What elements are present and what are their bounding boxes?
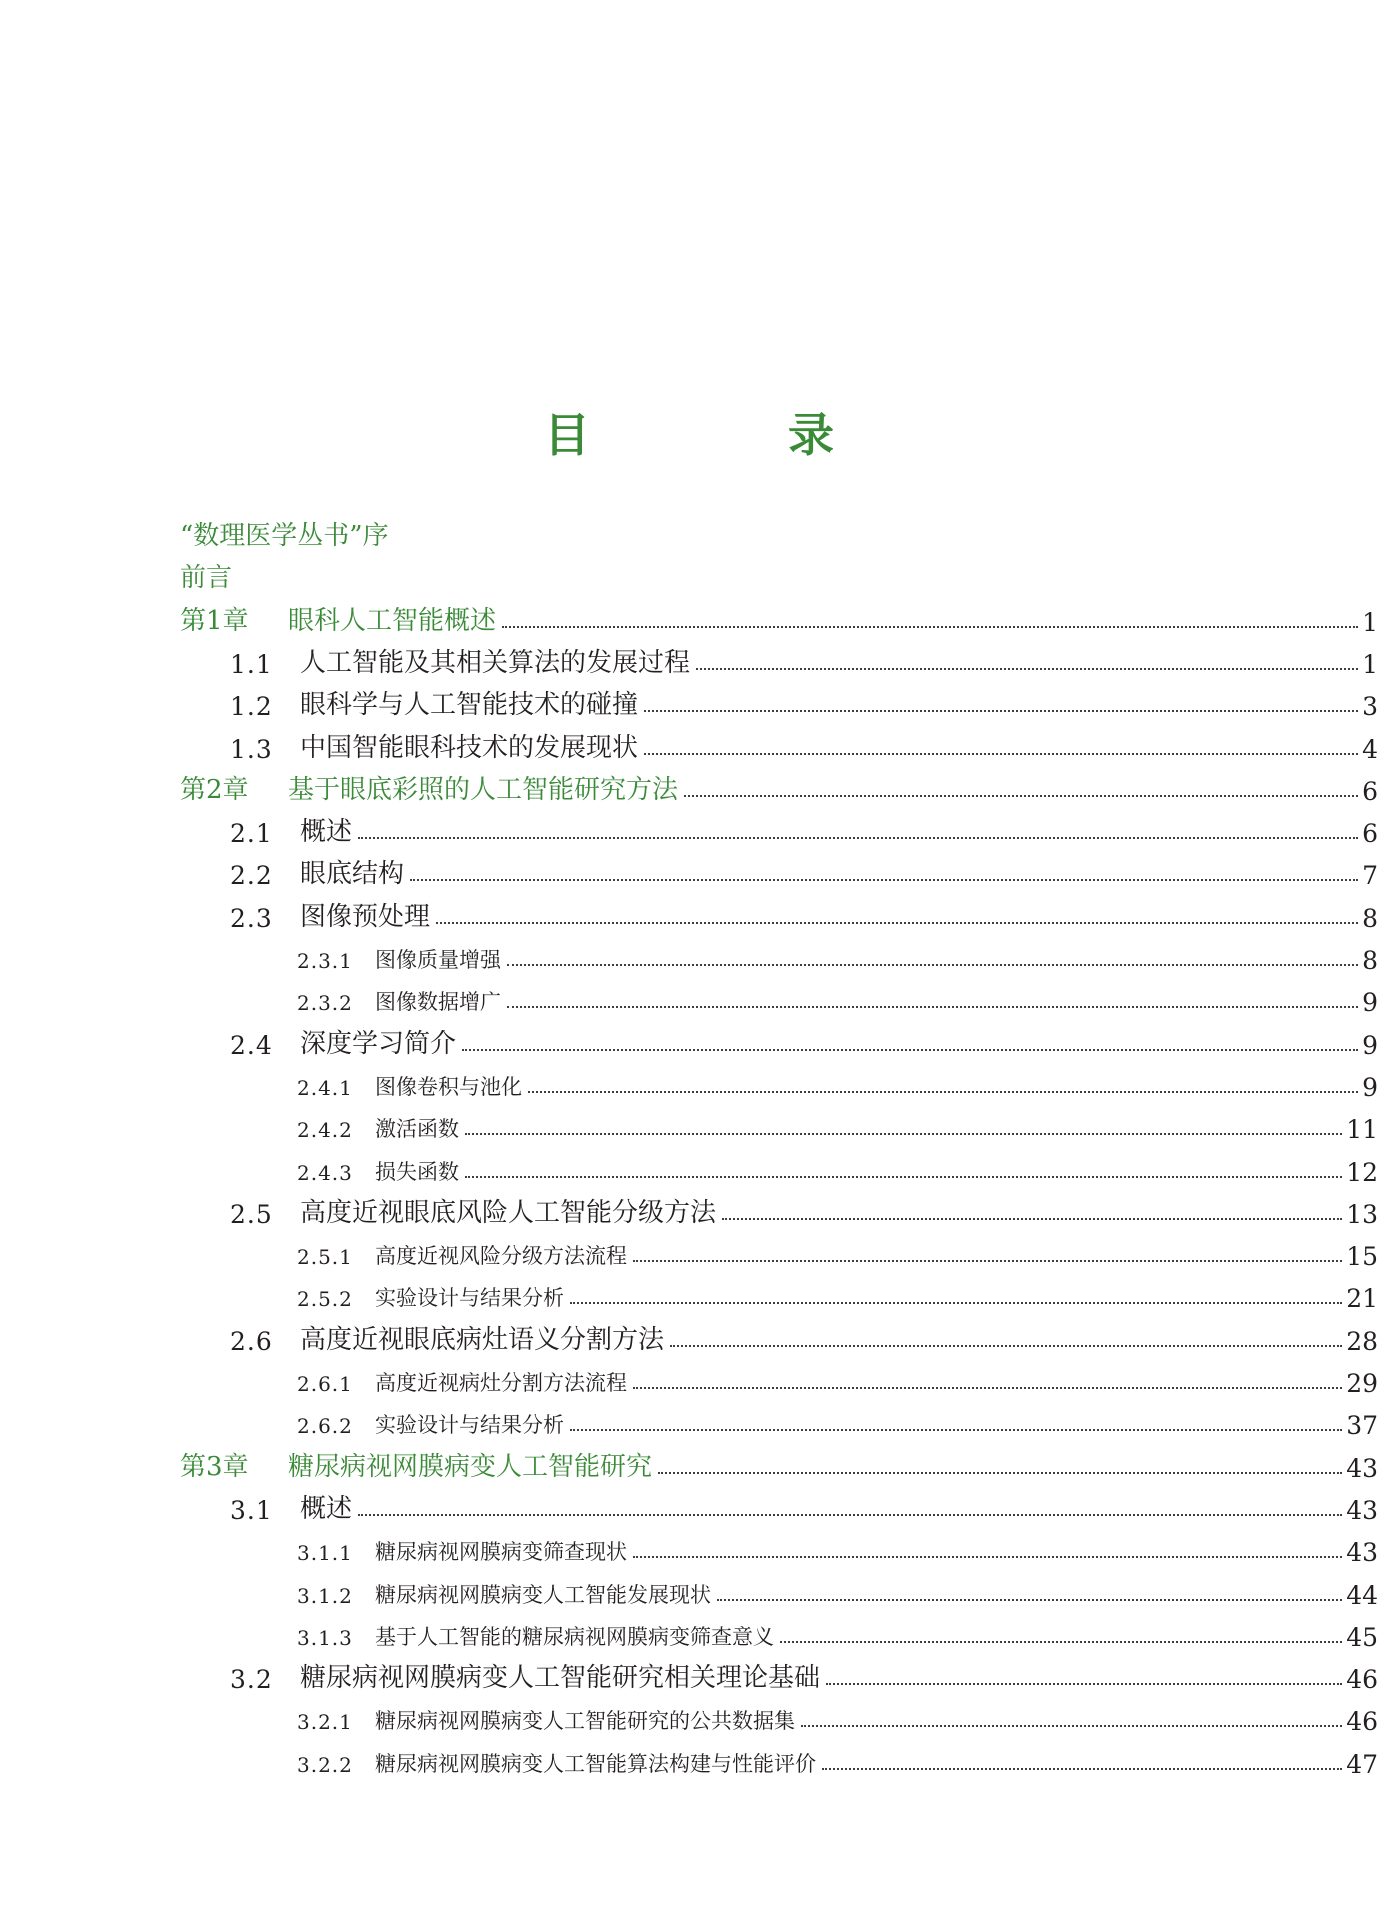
toc-page-number: 47 [1346,1749,1378,1779]
toc-page-number: 6 [1362,819,1378,849]
toc-label: 图像预处理 [300,901,431,932]
toc-label: 基于人工智能的糖尿病视网膜病变筛查意义 [375,1624,774,1649]
toc-label: “数理医学丛书”序 [180,521,389,551]
toc-section-item [0,722,1378,764]
toc-number: 2.4.2 [297,1118,353,1143]
toc-dot-leader [633,1556,1342,1558]
toc-row-content [0,1398,1378,1440]
toc-dot-leader [822,1768,1342,1770]
toc-number: 3.2.2 [297,1752,353,1777]
toc-dot-leader [358,1514,1342,1516]
toc-row-content [0,637,1378,679]
toc-dot-leader [507,964,1358,966]
toc-subsection-item [0,975,1378,1017]
toc-page-number: 37 [1346,1411,1378,1441]
toc-label: 图像数据增广 [375,990,501,1015]
toc-subsection-item [0,1060,1378,1102]
toc-section-item [0,1483,1378,1525]
toc-page-number: 3 [1362,692,1378,722]
toc-dot-leader [717,1599,1342,1601]
toc-section-item [0,1018,1378,1060]
toc-label: 糖尿病视网膜病变人工智能算法构建与性能评价 [375,1751,816,1776]
toc-page-number: 1 [1362,649,1378,679]
toc-number: 2.4 [230,1030,273,1060]
toc-row-content [0,722,1378,764]
toc-dot-leader [826,1683,1342,1685]
toc-number: 1.1 [230,649,273,679]
toc-dot-leader [465,1176,1342,1178]
toc-number: 3.2.1 [297,1710,353,1735]
toc-number: 2.5 [230,1199,273,1229]
toc-section-item [0,806,1378,848]
toc-subsection-item [0,1568,1378,1610]
toc-row-content [0,1187,1378,1229]
toc-number: 2.4.3 [297,1160,353,1185]
toc-dot-leader [780,1641,1342,1643]
toc-section-item [0,679,1378,721]
toc-dot-leader [462,1049,1358,1051]
toc-label: 高度近视病灶分割方法流程 [375,1371,627,1395]
page-title: 目 录 [544,408,910,462]
toc-section-item [0,637,1378,679]
toc-section-item [0,1187,1378,1229]
toc-number: 第3章 [180,1451,249,1482]
toc-label: 实验设计与结果分析 [375,1413,564,1438]
toc-page-number: 9 [1362,988,1378,1018]
toc-dot-leader [644,710,1358,712]
toc-subsection-item [0,1356,1378,1398]
toc-dot-leader [358,837,1358,839]
toc-row-content [0,891,1378,933]
toc-row-content [0,1314,1378,1356]
toc-label: 前言 [180,563,233,594]
toc-page-number: 9 [1362,1072,1378,1102]
toc-label: 中国智能眼科技术的发展现状 [300,732,639,763]
toc-label: 高度近视眼底病灶语义分割方法 [300,1324,665,1355]
toc-dot-leader [502,626,1358,628]
toc-subsection-item [0,1271,1378,1313]
toc-section-item [0,848,1378,890]
toc-number: 3.1 [230,1495,273,1525]
toc-row-content [0,1060,1378,1102]
toc-row-content [0,1145,1378,1187]
toc-dot-leader [570,1302,1342,1304]
toc-row-content [0,1271,1378,1313]
toc-number: 3.1.1 [297,1541,353,1566]
toc-row-content [0,1694,1378,1736]
toc-number: 2.5.2 [297,1287,353,1312]
toc-subsection-item [0,1525,1378,1567]
toc-page-number: 8 [1362,946,1378,975]
toc-label: 糖尿病视网膜病变人工智能研究的公共数据集 [375,1709,795,1734]
toc-dot-leader [658,1472,1342,1474]
toc-dot-leader [570,1429,1342,1431]
toc-subsection-item [0,1610,1378,1652]
toc-number: 2.1 [230,819,273,849]
toc-label: 概述 [300,817,353,848]
toc-dot-leader [410,879,1358,881]
toc-dot-leader [722,1218,1342,1220]
toc-subsection-item [0,1737,1378,1779]
toc-dot-leader [670,1345,1342,1347]
toc-label: 糖尿病视网膜病变人工智能研究 [288,1451,653,1482]
toc-row-content [0,1737,1378,1779]
toc-number: 第2章 [180,774,249,805]
toc-number: 1.3 [230,734,273,764]
toc-subsection-item [0,933,1378,975]
toc-row-content [0,975,1378,1017]
toc-dot-leader [684,795,1358,797]
toc-label: 糖尿病视网膜病变筛查现状 [375,1540,627,1565]
toc-label: 图像质量增强 [375,948,501,972]
toc-row-content [0,1652,1378,1694]
toc-page-number: 44 [1346,1580,1378,1610]
toc-number: 3.1.3 [297,1625,353,1650]
toc-number: 2.6.2 [297,1414,353,1439]
toc-subsection-item [0,1398,1378,1440]
toc-label: 激活函数 [375,1117,459,1142]
toc-dot-leader [507,1006,1358,1008]
toc-row-content [0,552,1378,594]
toc-page-number: 1 [1362,607,1378,637]
toc-row-content [0,1568,1378,1610]
toc-label: 眼科学与人工智能技术的碰撞 [300,690,639,721]
toc-page-number: 43 [1346,1495,1378,1525]
toc-page-number: 46 [1346,1707,1378,1737]
toc-number: 2.4.1 [297,1075,353,1100]
toc-row-content [0,848,1378,890]
toc-row-content [0,1441,1378,1483]
toc-dot-leader [801,1725,1342,1727]
toc-page-number: 13 [1346,1199,1378,1229]
toc-row-content [0,1483,1378,1525]
toc-row-content [0,1102,1378,1144]
toc-label: 图像卷积与池化 [375,1074,522,1099]
toc-row-content [0,1610,1378,1652]
toc-subsection-item [0,1102,1378,1144]
toc-page-number: 7 [1362,861,1378,891]
toc-dot-leader [644,753,1358,755]
toc-page-number: 43 [1346,1453,1378,1483]
toc-label: 基于眼底彩照的人工智能研究方法 [288,774,679,805]
toc-dot-leader [528,1091,1358,1093]
toc-number: 2.5.1 [297,1245,353,1270]
toc-section-item [0,891,1378,933]
toc-page-number: 9 [1362,1030,1378,1060]
toc-label: 实验设计与结果分析 [375,1286,564,1311]
toc-dot-leader [465,1133,1342,1135]
toc-number: 2.6 [230,1326,273,1356]
toc-label: 眼底结构 [300,859,405,890]
toc-dot-leader [436,922,1358,924]
toc-page-number: 6 [1362,776,1378,806]
toc-dot-leader [633,1260,1342,1262]
toc-label: 高度近视风险分级方法流程 [375,1244,627,1269]
toc-dot-leader [633,1387,1342,1389]
toc-chapter-item [0,595,1378,637]
toc-page-number: 45 [1346,1622,1378,1652]
toc-row-content [0,764,1378,806]
toc-front-matter-item [0,510,1378,552]
toc-number: 2.3.2 [297,991,353,1016]
toc-row-content [0,1525,1378,1567]
toc-label: 损失函数 [375,1159,459,1184]
toc-number: 1.2 [230,692,273,722]
toc-row-content [0,806,1378,848]
toc-row-content [0,679,1378,721]
toc-label: 概述 [300,1493,353,1524]
toc-front-matter-item [0,552,1378,594]
toc-page-number: 4 [1362,734,1378,764]
toc-label: 人工智能及其相关算法的发展过程 [300,647,691,678]
toc-page-number: 11 [1346,1115,1378,1145]
toc-page-number: 29 [1346,1369,1378,1398]
toc-chapter-item [0,764,1378,806]
toc-row-content [0,933,1378,975]
toc-row-content [0,1356,1378,1398]
toc-page-number: 28 [1346,1326,1378,1356]
toc-page-number: 21 [1346,1284,1378,1314]
toc-label: 眼科人工智能概述 [288,605,497,636]
toc-subsection-item [0,1229,1378,1271]
toc-row-content [0,510,1378,552]
toc-label: 高度近视眼底风险人工智能分级方法 [300,1197,717,1228]
toc-page-number: 43 [1346,1538,1378,1568]
toc-dot-leader [696,668,1358,670]
toc-section-item [0,1652,1378,1694]
toc-label: 糖尿病视网膜病变人工智能发展现状 [375,1582,711,1607]
toc-number: 3.2 [230,1665,273,1695]
toc-label: 深度学习简介 [300,1028,457,1059]
toc-page-number: 12 [1346,1157,1378,1187]
toc-number: 2.3.1 [297,949,353,973]
toc-number: 2.3 [230,903,273,933]
toc-chapter-item [0,1441,1378,1483]
toc-page-number: 8 [1362,903,1378,933]
toc-section-item [0,1314,1378,1356]
toc-page-number: 15 [1346,1242,1378,1272]
toc-row-content [0,1018,1378,1060]
toc-row-content [0,1229,1378,1271]
toc-number: 第1章 [180,605,249,636]
toc-page-number: 46 [1346,1665,1378,1695]
toc-number: 2.2 [230,861,273,891]
toc-label: 糖尿病视网膜病变人工智能研究相关理论基础 [300,1663,821,1694]
toc-number: 3.1.2 [297,1583,353,1608]
toc-subsection-item [0,1694,1378,1736]
toc-subsection-item [0,1145,1378,1187]
toc-number: 2.6.1 [297,1372,353,1396]
toc-row-content [0,595,1378,637]
